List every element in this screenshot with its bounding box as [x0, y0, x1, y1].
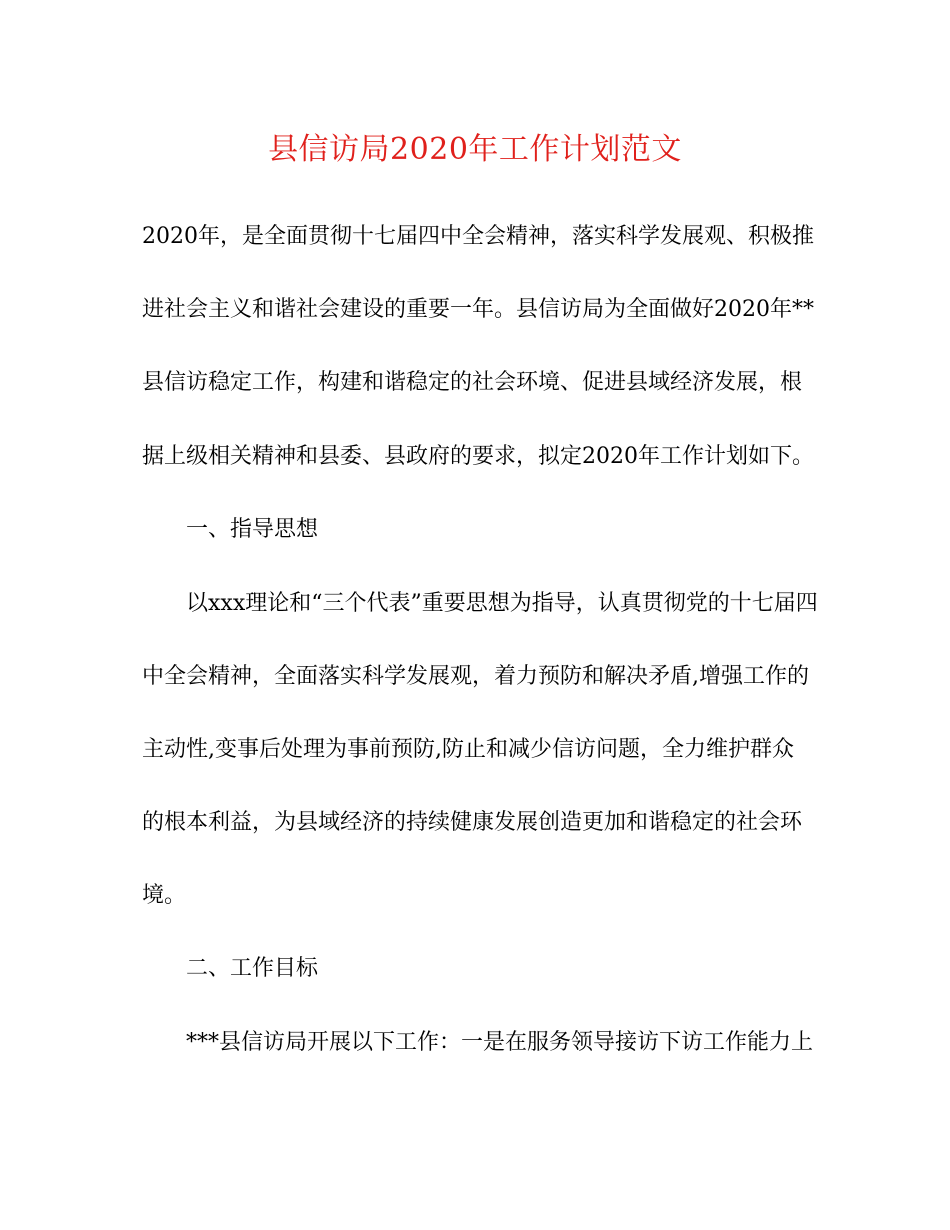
paragraph-3-line-1: ***县信访局开展以下工作：一是在服务领导接访下访工作能力上: [186, 1030, 814, 1055]
document-title: 县信访局2020年工作计划范文: [268, 132, 682, 167]
paragraph-1-line-3: 县信访稳定工作，构建和谐稳定的社会环境、促进县域经济发展，根: [142, 370, 803, 395]
paragraph-1-line-2: 进社会主义和谐社会建设的重要一年。县信访局为全面做好2020年**: [142, 297, 814, 322]
paragraph-2-line-1: 以xxx理论和“三个代表”重要思想为指导，认真贯彻党的十七届四: [186, 591, 818, 616]
paragraph-2-line-4: 的根本利益，为县域经济的持续健康发展创造更加和谐稳定的社会环: [142, 810, 803, 835]
paragraph-2-line-3: 主动性,变事后处理为事前预防,防止和减少信访问题，全力维护群众: [142, 737, 794, 762]
paragraph-1-line-1: 2020年，是全面贯彻十七届四中全会精神，落实科学发展观、积极推: [142, 224, 814, 249]
section-heading-guiding-thought: 一、指导思想: [186, 517, 319, 542]
paragraph-2-line-2: 中全会精神，全面落实科学发展观，着力预防和解决矛盾,增强工作的: [142, 664, 809, 689]
section-heading-work-goals: 二、工作目标: [186, 956, 319, 981]
paragraph-2-line-5: 境。: [142, 883, 187, 908]
paragraph-1-line-4: 据上级相关精神和县委、县政府的要求，拟定2020年工作计划如下。: [142, 444, 814, 469]
